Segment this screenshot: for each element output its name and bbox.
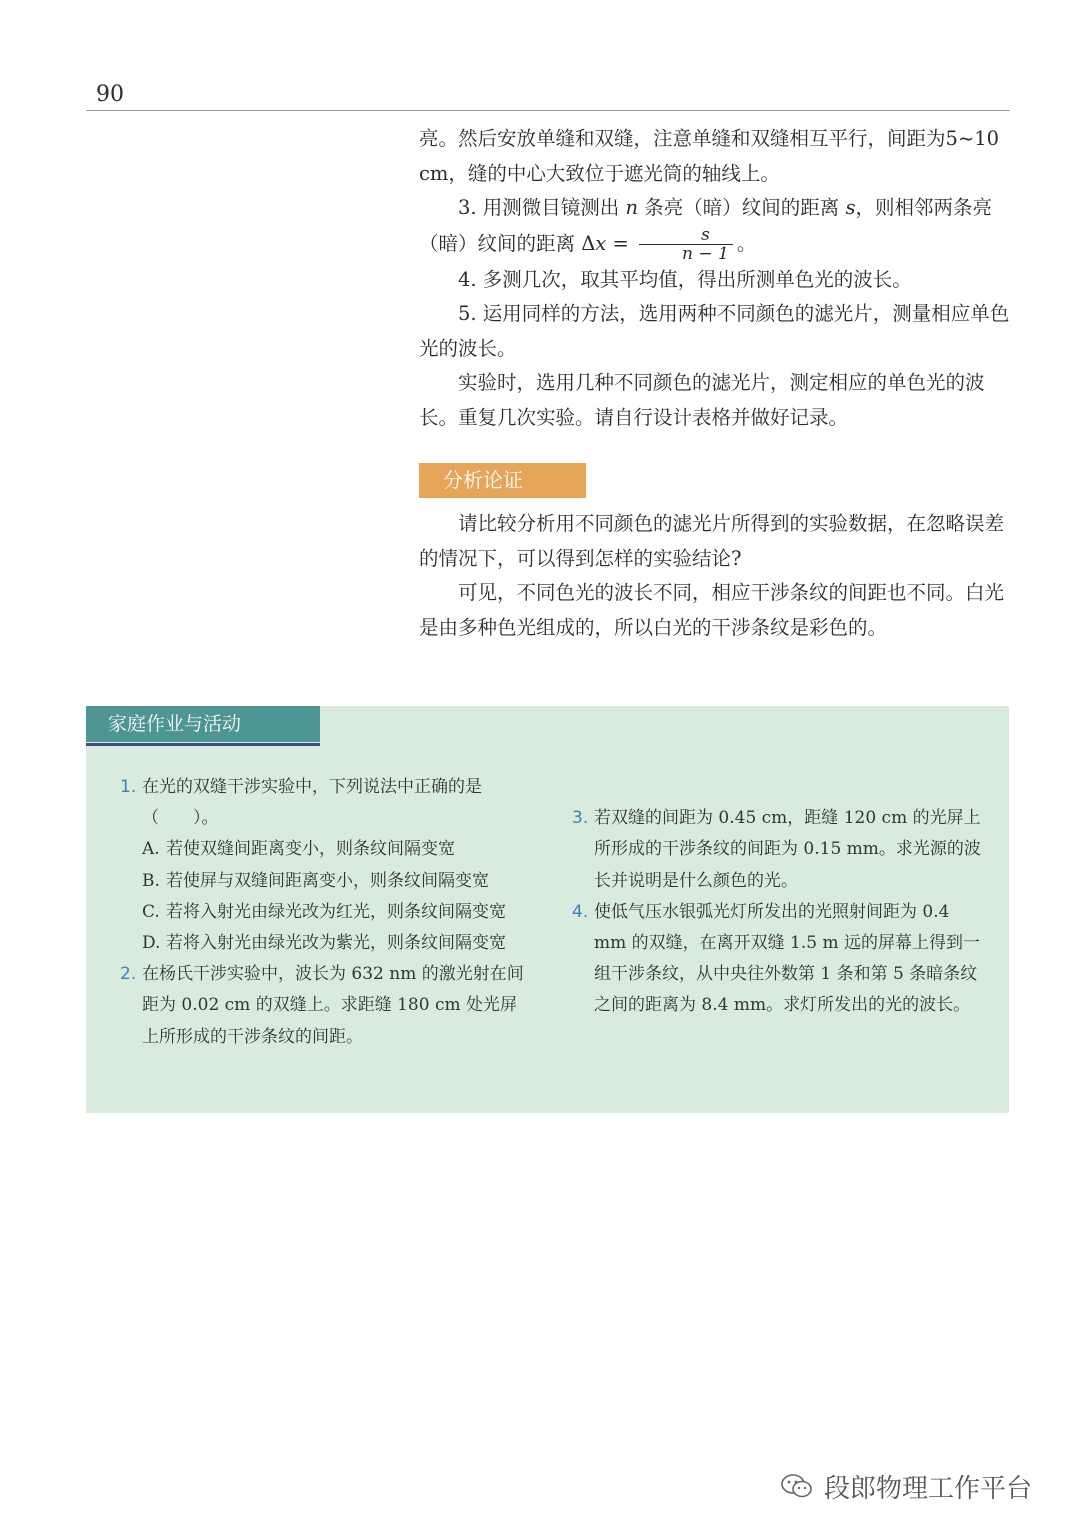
paragraph-1: 亮。然后安放单缝和双缝，注意单缝和双缝相互平行，间距为5~10 cm，缝的中心大致位于遮光筒的轴线上。 — [419, 127, 1000, 185]
paragraph-step-3: 3. 用测微目镜测出 n 条亮（暗）纹间的距离 s，则相邻两条亮（暗）纹间的距离 Δx = $\frac{s}{n - 1}$ 。 — [419, 196, 993, 264]
question-number: 1. — [120, 777, 137, 797]
question-number: 2. — [120, 964, 137, 985]
question-3 — [572, 803, 982, 897]
question-text: 使低气压水银弧光灯所发出的光照射间距为 0.4 mm 的双缝，在离开双缝 1.5 m 远的屏幕上得到一组干涉条纹，从中央往外数第 1 条和第 5 条暗条纹之间的距离为 8.4 mm。求灯所发出的光的波长。 — [594, 901, 981, 1016]
option-c: C. 若将入射光由绿光改为红光，则条纹间隔变宽 — [142, 901, 506, 922]
analysis-question: 请比较分析用不同颜色的滤光片所得到的实验数据，在忽略误差的情况下，可以得到怎样的实验结论? — [419, 512, 1005, 570]
watermark-text: 段郎物理工作平台 — [824, 1474, 1033, 1504]
homework-box — [86, 706, 1009, 1113]
question-number: 4. — [572, 901, 589, 922]
homework-left-column — [120, 772, 525, 1053]
option-b: B. 若使屏与双缝间距离变小，则条纹间隔变宽 — [142, 870, 489, 891]
homework-right-column — [572, 772, 982, 1022]
analysis-text — [419, 507, 1011, 645]
analysis-conclusion: 可见，不同色光的波长不同，相应干涉条纹的间距也不同。白光是由多种色光组成的，所以白光的干涉条纹是彩色的。 — [419, 581, 1005, 639]
question-1 — [120, 772, 525, 834]
question-number: 3. — [572, 808, 589, 829]
question-text: 在光的双缝干涉实验中，下列说法中正确的是（ ）。 — [142, 777, 482, 829]
question-text: 在杨氏干涉实验中，波长为 632 nm 的激光射在间距为 0.02 cm 的双缝上。求距缝 180 cm 处光屏上所形成的干涉条纹的间距。 — [142, 964, 524, 1047]
question-2 — [120, 959, 525, 1053]
fraction: $\frac{s}{n - 1}$ — [639, 226, 733, 263]
paragraph-step-4: 4. 多测几次，取其平均值，得出所测单色光的波长。 — [458, 267, 912, 291]
wechat-icon — [780, 1472, 814, 1507]
page-number: 90 — [96, 82, 124, 107]
homework-title-underline — [86, 743, 320, 746]
option-d: D. 若将入射光由绿光改为紫光，则条纹间隔变宽 — [142, 933, 506, 954]
watermark — [780, 1468, 1032, 1507]
analysis-section-tag: 分析论证 — [419, 463, 586, 498]
option-a: A. 若使双缝间距离变小，则条纹间隔变宽 — [142, 839, 455, 860]
paragraph-experiment: 实验时，选用几种不同颜色的滤光片，测定相应的单色光的波长。重复几次实验。请自行设计表格并做好记录。 — [419, 371, 985, 429]
header-rule — [86, 110, 1010, 111]
question-4 — [572, 897, 982, 1022]
question-text: 若双缝的间距为 0.45 cm，距缝 120 cm 的光屏上所形成的干涉条纹的间距为 0.15 mm。求光源的波长并说明是什么颜色的光。 — [594, 808, 981, 891]
paragraph-step-5: 5. 运用同样的方法，选用两种不同颜色的滤光片，测量相应单色光的波长。 — [419, 302, 1010, 360]
main-text — [419, 122, 1011, 435]
homework-title: 家庭作业与活动 — [86, 706, 320, 742]
